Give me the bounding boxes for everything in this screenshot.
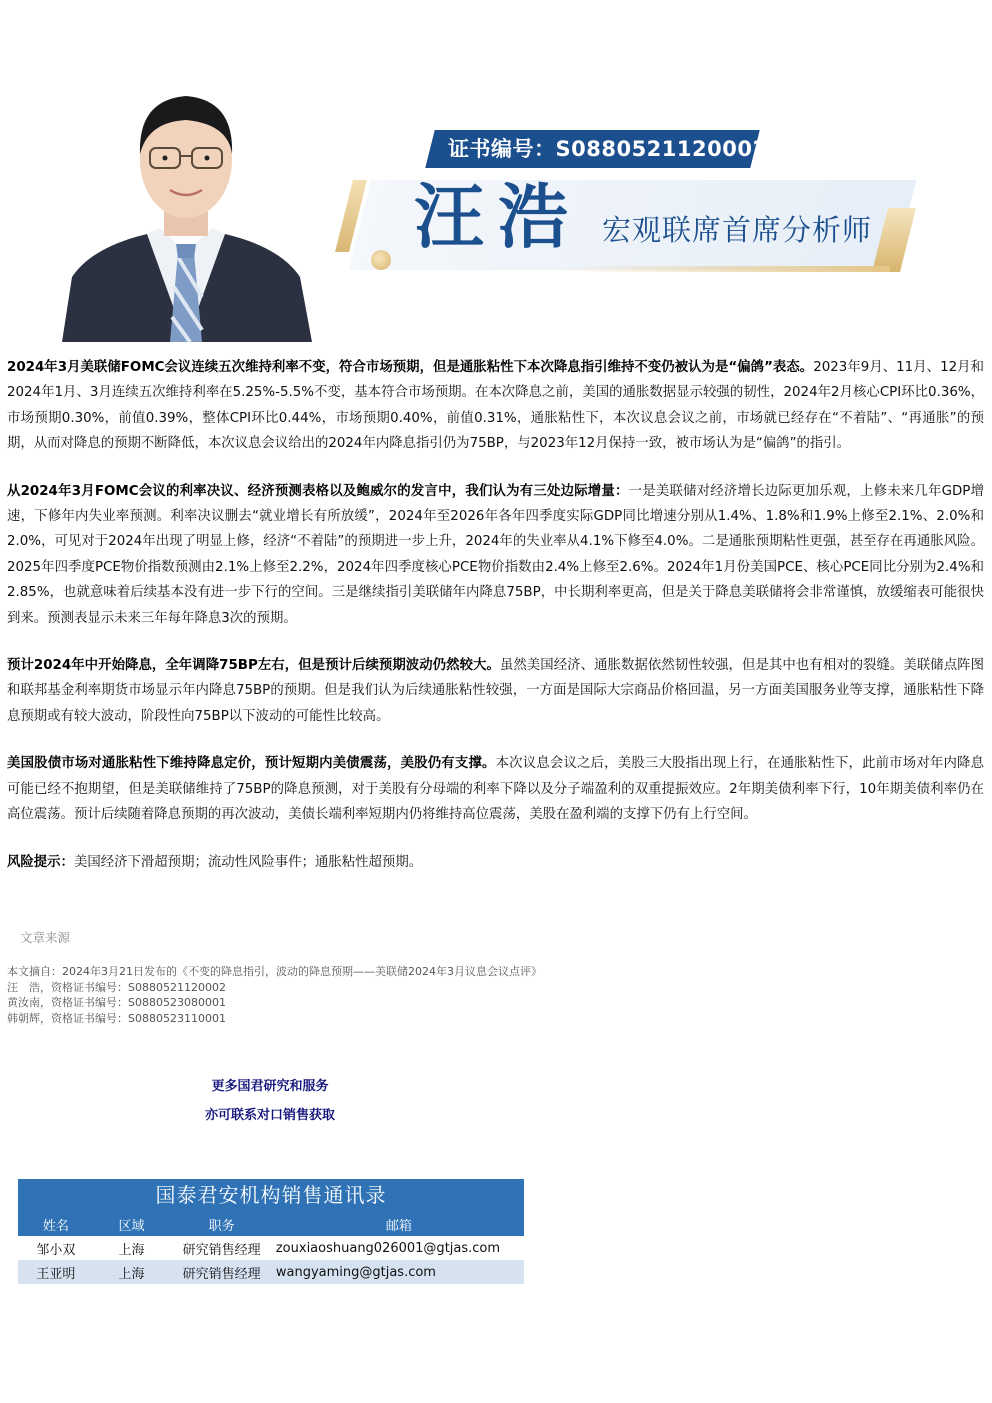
paragraph-2	[7, 479, 984, 631]
excerpt-block	[7, 964, 542, 1026]
paragraph-1-text: 2023年9月、11月、12月和2024年1月、3月连续五次维持利率在5.25%-5.5%不变，基本符合市场预期。在本次降息之前，美国的通胀数据显示较强的韧性，2024年2月核心CPI环比0.36%，市场预期0.30%，前值0.39%，整体CPI环比0.44%，市场预期0.40%，前值0.31%，通胀粘性下，本次议息会议之前，市场就已经存在“不着陆”、“再通胀”的预期，从而对降息的预期不断降低，本次议息会议给出的2024年内降息指引仍为75BP，与2023年12月保持一致，被市场认为是“偏鸽”的指引。	[7, 360, 984, 452]
certificate-number: 证书编号：S0880521120002	[448, 137, 768, 161]
contact-sales-link[interactable]: 亦可联系对口销售获取	[204, 1108, 335, 1123]
header-region: 区域	[94, 1212, 170, 1236]
paragraph-3-text: 虽然美国经济、通胀数据依然韧性较强，但是其中也有相对的裂缝。美联储点阵图和联邦基金利率期货市场显示年内降息75BP的预期。但是我们认为后续通胀粘性较强，一方面是国际大宗商品价格回温，另一方面美国服务业等支撑，通胀粘性下降息预期或有较大波动，阶段性向75BP以下波动的可能性比较高。	[7, 658, 985, 724]
paragraph-4	[7, 751, 984, 827]
directory-title: 国泰君安机构销售通讯录	[18, 1179, 524, 1212]
cell-email[interactable]: zouxiaoshuang026001@gtjas.com	[275, 1240, 501, 1256]
header-email: 邮箱	[274, 1212, 524, 1236]
article-body	[7, 355, 984, 897]
risk-warning-label: 风险提示：	[7, 854, 74, 870]
cell-name: 邹小双	[36, 1242, 76, 1258]
cell-region: 上海	[94, 1260, 170, 1284]
analyst-name: 汪浩	[414, 176, 582, 258]
paragraph-3	[7, 653, 984, 729]
paragraph-1-lead: 2024年3月美联储FOMC会议连续五次维持利率不变，符合市场预期，但是通胀粘性下本次降息指引维持不变仍被认为是“偏鸽”表态。	[7, 360, 814, 375]
risk-warning	[7, 850, 984, 875]
analyst-cert-2: 黄汝南，资格证书编号：S0880523080001	[7, 996, 226, 1009]
sales-contact-directory	[18, 1179, 524, 1282]
paragraph-2-lead: 从2024年3月FOMC会议的利率决议、经济预测表格以及鲍威尔的发言中，我们认为有三处边际增量：	[7, 483, 629, 499]
header-name: 姓名	[18, 1212, 94, 1236]
cell-position: 研究销售经理	[169, 1260, 274, 1284]
paragraph-3-lead: 预计2024年中开始降息，全年调降75BP左右，但是预计后续预期波动仍然较大。	[7, 658, 500, 674]
analyst-cert-3: 韩朝辉，资格证书编号：S0880523110001	[7, 1011, 226, 1025]
paragraph-4-lead: 美国股债市场对通胀粘性下维持降息定价，预计短期内美债震荡，美股仍有支撑。	[7, 756, 496, 772]
risk-warning-text: 美国经济下滑超预期；流动性风险事件；通胀粘性超预期。	[73, 854, 423, 870]
header-position: 职务	[169, 1212, 274, 1236]
excerpt-source: 本文摘自：2024年3月21日发布的《不变的降息指引，波动的降息预期——美联储2024年3月议息会议点评》	[7, 965, 542, 978]
cell-email[interactable]: wangyaming@gtjas.com	[274, 1260, 524, 1284]
paragraph-4-text: 本次议息会议之后，美股三大股指出现上行，在通胀粘性下，此前市场对年内降息可能已经不抱期望，但是美联储维持了75BP的降息预测，对于美股有分母端的利率下降以及分子端盈利的双重提振效应。2年期美债利率下行，10年期美债利率仍在高位震荡。预计后续随着降息预期的再次波动，美债长端利率短期内仍将维持高位震荡，美股在盈利端的支撑下仍有上行空间。	[7, 756, 985, 823]
analyst-title: 宏观联席首席分析师	[602, 213, 873, 247]
contact-table	[18, 1212, 524, 1284]
more-research-link[interactable]: 更多国君研究和服务	[211, 1079, 329, 1094]
source-label: 文章来源	[20, 930, 71, 945]
table-row	[18, 1260, 524, 1284]
cell-region: 上海	[118, 1242, 145, 1258]
paragraph-2-text: 一是美联储对经济增长边际更加乐观，上修未来几年GDP增速，下修年内失业率预测。利率决议删去“就业增长有所放缓”，2024年至2026年各年四季度实际GDP同比增速分别从1.4%、1.8%和1.9%上修至2.1%、2.0%和2.0%，可见对于2024年出现了明显上修，经济“不着陆”的预期进一步上升，2024年的失业率从4.1%下修至4.0%。二是通胀预期粘性更强，甚至存在再通胀风险。2025年四季度PCE物价指数预测由2.1%上修至2.2%，2024年四季度核心PCE物价指数由2.4%上修至2.6%。2024年1月份美国PCE、核心PCE同比分别为2.4%和2.85%，也就意味着后续基本没有进一步下行的空间。三是继续指引美联储年内降息75BP，中长期利率更高，但是关于降息美联储将会非常谨慎，放缓缩表可能很快到来。预测表显示未来三年每年降息3次的预期。	[7, 483, 984, 626]
table-header-row	[18, 1212, 524, 1236]
cell-name: 王亚明	[18, 1260, 94, 1284]
analyst-photo	[52, 62, 320, 342]
gold-dot	[371, 250, 391, 270]
table-row	[18, 1236, 524, 1260]
paragraph-1	[7, 355, 984, 457]
gold-accent-bottom	[560, 266, 890, 272]
analyst-cert-1: 汪 浩，资格证书编号：S0880521120002	[7, 980, 226, 994]
cell-position: 研究销售经理	[182, 1242, 261, 1258]
analyst-banner	[0, 0, 992, 345]
